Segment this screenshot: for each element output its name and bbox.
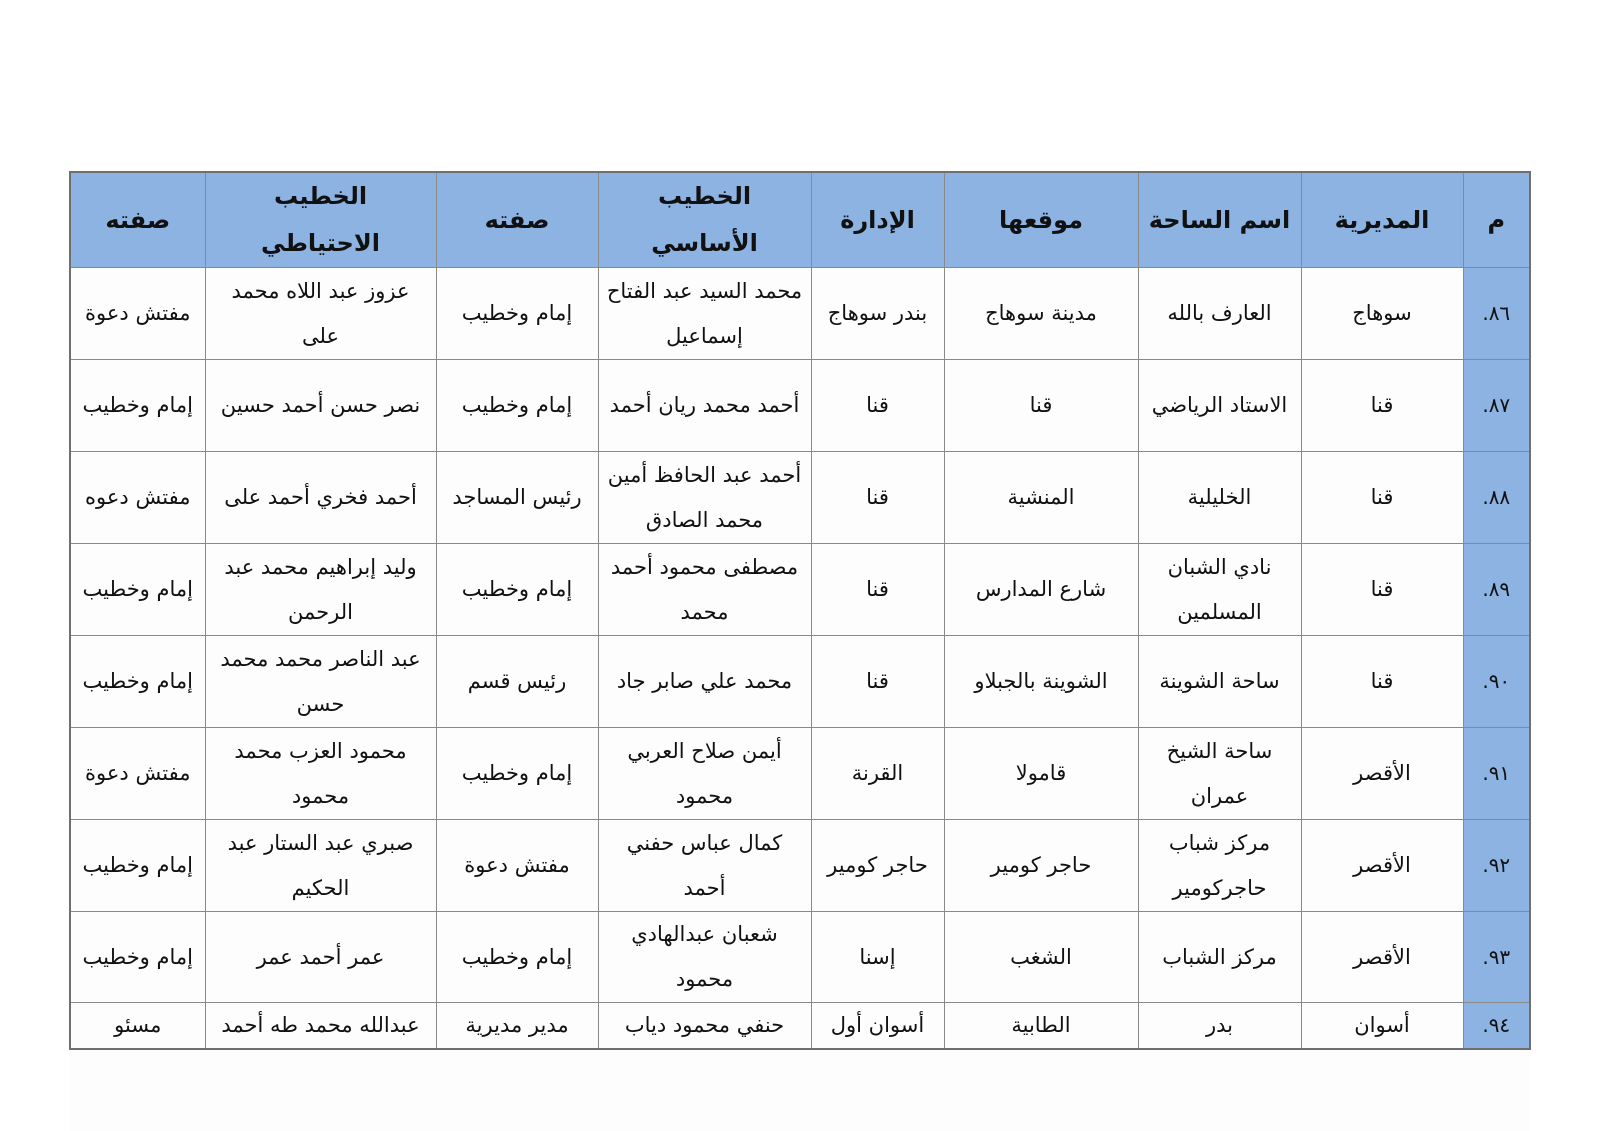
cell-number: ٨٧. <box>1463 360 1530 452</box>
cell-reserve-preacher-title: مفتش دعوة <box>70 268 205 360</box>
cell-square-name: نادي الشبان المسلمين <box>1138 544 1301 636</box>
cell-directorate: قنا <box>1301 636 1463 728</box>
cell-reserve-preacher-title: مفتش دعوة <box>70 728 205 820</box>
header-main-preacher-title: صفته <box>436 172 598 268</box>
cell-number: ٩٣. <box>1463 912 1530 1003</box>
table-row <box>70 728 1530 820</box>
header-square-name: اسم الساحة <box>1138 172 1301 268</box>
cell-main-preacher-title: رئيس المساجد <box>436 452 598 544</box>
cell-reserve-preacher: عبدالله محمد طه أحمد <box>205 1003 436 1050</box>
cell-main-preacher: حنفي محمود دياب <box>598 1003 811 1050</box>
cell-main-preacher-title: إمام وخطيب <box>436 544 598 636</box>
cell-reserve-preacher-title: إمام وخطيب <box>70 544 205 636</box>
cell-main-preacher: محمد السيد عبد الفتاح إسماعيل <box>598 268 811 360</box>
cell-main-preacher: أحمد عبد الحافظ أمين محمد الصادق <box>598 452 811 544</box>
cell-reserve-preacher-title: إمام وخطيب <box>70 636 205 728</box>
cell-number: ٩٠. <box>1463 636 1530 728</box>
cell-location: الطابية <box>944 1003 1138 1050</box>
cell-main-preacher: مصطفى محمود أحمد محمد <box>598 544 811 636</box>
cell-number: ٩٤. <box>1463 1003 1530 1050</box>
table-row <box>70 1003 1530 1050</box>
cell-location: الشوينة بالجبلاو <box>944 636 1138 728</box>
header-administration: الإدارة <box>811 172 944 268</box>
table-row <box>70 912 1530 1003</box>
table-row <box>70 636 1530 728</box>
header-reserve-preacher: الخطيب الاحتياطي <box>205 172 436 268</box>
table-header-row <box>70 172 1530 268</box>
header-reserve-preacher-title: صفته <box>70 172 205 268</box>
cell-reserve-preacher: عزوز عبد اللاه محمد على <box>205 268 436 360</box>
cell-administration: القرنة <box>811 728 944 820</box>
cell-main-preacher-title: إمام وخطيب <box>436 728 598 820</box>
table-row <box>70 452 1530 544</box>
cell-square-name: مركز الشباب <box>1138 912 1301 1003</box>
cell-directorate: أسوان <box>1301 1003 1463 1050</box>
table-row <box>70 360 1530 452</box>
cell-administration: قنا <box>811 636 944 728</box>
cell-directorate: سوهاج <box>1301 268 1463 360</box>
cell-location: مدينة سوهاج <box>944 268 1138 360</box>
cell-directorate: قنا <box>1301 360 1463 452</box>
cell-reserve-preacher-title: إمام وخطيب <box>70 820 205 912</box>
cell-main-preacher: شعبان عبدالهادي محمود <box>598 912 811 1003</box>
cell-administration: إسنا <box>811 912 944 1003</box>
cell-main-preacher: محمد علي صابر جاد <box>598 636 811 728</box>
cell-number: ٩٢. <box>1463 820 1530 912</box>
cell-square-name: ساحة الشوينة <box>1138 636 1301 728</box>
cell-main-preacher-title: إمام وخطيب <box>436 360 598 452</box>
cell-number: ٨٩. <box>1463 544 1530 636</box>
table-row <box>70 820 1530 912</box>
cell-directorate: الأقصر <box>1301 820 1463 912</box>
cell-directorate: الأقصر <box>1301 912 1463 1003</box>
cell-location: الشغب <box>944 912 1138 1003</box>
header-directorate: المديرية <box>1301 172 1463 268</box>
cell-main-preacher: أحمد محمد ريان أحمد <box>598 360 811 452</box>
cell-square-name: العارف بالله <box>1138 268 1301 360</box>
cell-main-preacher: أيمن صلاح العربي محمود <box>598 728 811 820</box>
cell-reserve-preacher-title: مسئو <box>70 1003 205 1050</box>
cell-number: ٨٦. <box>1463 268 1530 360</box>
header-location: موقعها <box>944 172 1138 268</box>
cell-reserve-preacher: صبري عبد الستار عبد الحكيم <box>205 820 436 912</box>
cell-reserve-preacher: محمود العزب محمد محمود <box>205 728 436 820</box>
cell-main-preacher-title: مفتش دعوة <box>436 820 598 912</box>
cell-main-preacher-title: إمام وخطيب <box>436 268 598 360</box>
cell-administration: حاجر كومير <box>811 820 944 912</box>
cell-location: المنشية <box>944 452 1138 544</box>
cell-number: ٨٨. <box>1463 452 1530 544</box>
cell-reserve-preacher-title: إمام وخطيب <box>70 912 205 1003</box>
header-number: م <box>1463 172 1530 268</box>
cell-reserve-preacher: عبد الناصر محمد محمد حسن <box>205 636 436 728</box>
cell-directorate: الأقصر <box>1301 728 1463 820</box>
cell-location: قنا <box>944 360 1138 452</box>
cell-administration: قنا <box>811 544 944 636</box>
table-row <box>70 268 1530 360</box>
cell-number: ٩١. <box>1463 728 1530 820</box>
cell-square-name: بدر <box>1138 1003 1301 1050</box>
cell-reserve-preacher: أحمد فخري أحمد على <box>205 452 436 544</box>
cell-administration: أسوان أول <box>811 1003 944 1050</box>
cell-main-preacher-title: إمام وخطيب <box>436 912 598 1003</box>
header-main-preacher: الخطيب الأساسي <box>598 172 811 268</box>
cell-main-preacher-title: رئيس قسم <box>436 636 598 728</box>
cell-location: قامولا <box>944 728 1138 820</box>
cell-square-name: مركز شباب حاجركومير <box>1138 820 1301 912</box>
cell-reserve-preacher: وليد إبراهيم محمد عبد الرحمن <box>205 544 436 636</box>
cell-administration: قنا <box>811 360 944 452</box>
cell-square-name: الاستاد الرياضي <box>1138 360 1301 452</box>
cell-square-name: الخليلية <box>1138 452 1301 544</box>
table-row <box>70 544 1530 636</box>
cell-location: حاجر كومير <box>944 820 1138 912</box>
cell-reserve-preacher: عمر أحمد عمر <box>205 912 436 1003</box>
cell-main-preacher-title: مدير مديرية <box>436 1003 598 1050</box>
cell-reserve-preacher-title: مفتش دعوه <box>70 452 205 544</box>
preachers-table <box>69 171 1531 1050</box>
cell-reserve-preacher: نصر حسن أحمد حسين <box>205 360 436 452</box>
cell-administration: بندر سوهاج <box>811 268 944 360</box>
cell-square-name: ساحة الشيخ عمران <box>1138 728 1301 820</box>
cell-location: شارع المدارس <box>944 544 1138 636</box>
cell-reserve-preacher-title: إمام وخطيب <box>70 360 205 452</box>
cell-directorate: قنا <box>1301 452 1463 544</box>
cell-administration: قنا <box>811 452 944 544</box>
cell-main-preacher: كمال عباس حفني أحمد <box>598 820 811 912</box>
cell-directorate: قنا <box>1301 544 1463 636</box>
